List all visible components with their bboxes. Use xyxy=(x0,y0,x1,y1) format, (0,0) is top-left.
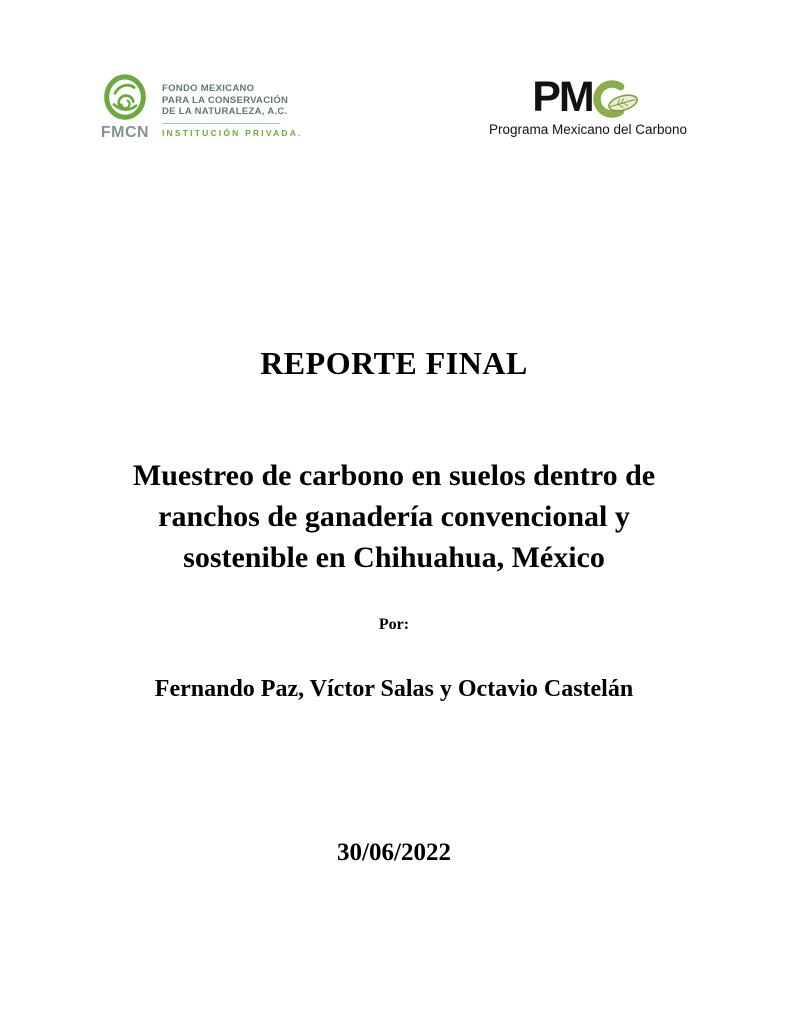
report-title-line-1: Muestreo de carbono en suelos dentro de xyxy=(132,459,656,492)
byline-label: Por: xyxy=(378,616,410,633)
fmcn-acronym: FMCN xyxy=(100,124,150,141)
fmcn-wordmark xyxy=(162,74,303,138)
report-title xyxy=(60,455,728,578)
fmcn-logo-mark xyxy=(101,74,149,142)
fmcn-logo xyxy=(101,74,303,142)
fmcn-divider xyxy=(162,123,280,124)
report-title-line-2: ranchos de ganadería convencional y xyxy=(158,500,630,533)
authors-line: Fernando Paz, Víctor Salas y Octavio Castelán xyxy=(154,676,634,702)
report-type-heading: REPORTE FINAL xyxy=(260,345,528,381)
pmc-caption: Programa Mexicano del Carbono xyxy=(488,122,688,137)
report-title-line-3: sostenible en Chihuahua, México xyxy=(183,541,605,574)
report-date: 30/06/2022 xyxy=(337,839,451,866)
fmcn-name-line-2: PARA LA CONSERVACIÓN xyxy=(162,94,289,106)
pmc-logo xyxy=(486,73,690,137)
fmcn-tagline: INSTITUCIÓN PRIVADA. xyxy=(162,127,303,138)
pmc-leaf-c-icon xyxy=(590,78,644,122)
pmc-logo-mark xyxy=(486,73,690,122)
pmc-acronym: PM xyxy=(532,73,593,121)
fmcn-wave-icon xyxy=(103,74,147,122)
fmcn-name-line-3: DE LA NATURALEZA, A.C. xyxy=(162,106,288,117)
fmcn-name-line-1: FONDO MEXICANO xyxy=(162,83,255,94)
